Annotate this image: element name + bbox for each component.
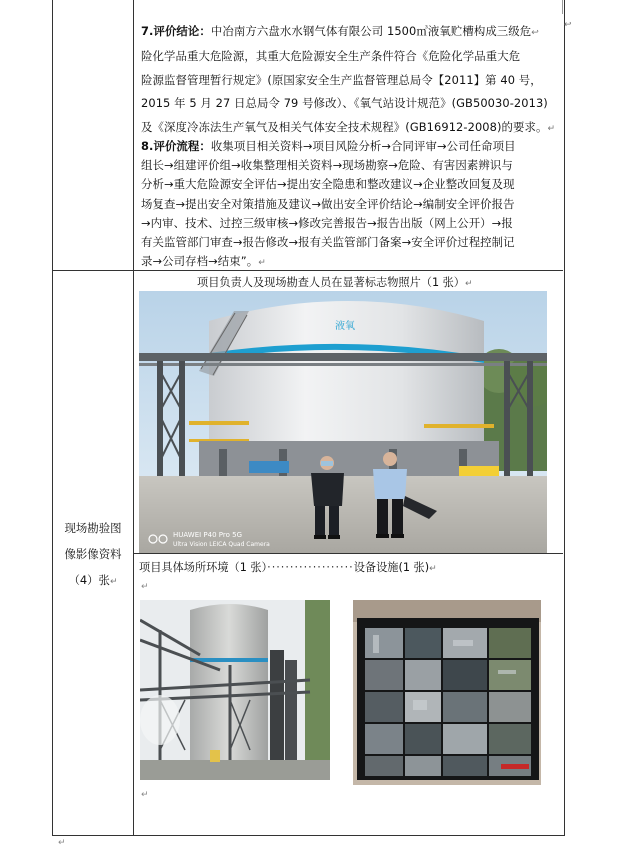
section8-line4: 场复查→提出安全对策措施及建议→做出安全评价结论→编制安全评价报告 (141, 196, 515, 211)
evaluation-process (141, 137, 559, 273)
photo2-left-caption: 项目具体场所环境（1 张） (139, 561, 268, 574)
section8-line1: 收集项目相关资料→项目风险分析→合同评审→公司任命项目 (210, 139, 516, 153)
caption-dots: ··················· (267, 561, 354, 574)
section7-heading: 7.评价结论： (141, 24, 211, 38)
section8-line7: 录→公司存档→结束”。 (141, 254, 259, 269)
cell-end-mark: ↩ (564, 20, 572, 30)
return-mark-4: ↵ (58, 838, 66, 848)
section7-line1: 中冶南方六盘水水钢气体有限公司 1500㎥液氧贮槽构成三级危 (210, 24, 532, 38)
photo2-right-caption: 设备设施(1 张) (353, 561, 430, 574)
camera-watermark-1: HUAWEI P40 Pro 5G (173, 531, 242, 539)
equipment-monitor-photo (353, 600, 541, 785)
section7-line5: 及《深度冷冻法生产氧气及相关气体安全技术规程》(GB16912-2008)的要求。 (141, 119, 548, 134)
left-label-line3: （4）张↵ (68, 573, 118, 587)
para-mark: ↩ (531, 28, 539, 38)
camera-watermark-2: Ultra Vision LEICA Quad Camera (173, 541, 270, 548)
return-mark-2: ↵ (141, 582, 149, 592)
table-column-divider (133, 0, 134, 835)
left-label (54, 515, 132, 595)
photo1-caption: 项目负责人及现场勘查人员在显著标志物照片（1 张）↵ (197, 276, 473, 289)
left-label-line2: 像影像资料 (64, 547, 122, 561)
site-personnel-photo (139, 291, 547, 553)
site-environment-photo (140, 600, 330, 780)
evaluation-conclusion (141, 20, 559, 141)
section8-line5: →内审、技术、过控三级审核→修改完善报告→报告出版（网上公开）→报 (141, 215, 513, 230)
section7-line2: 险化学品重大危险源，其重大危险源安全生产条件符合《危险化学品重大危 (141, 49, 521, 64)
section8-line3: 分析→重大危险源安全评估→提出安全隐患和整改建议→企业整改回复及现 (141, 177, 515, 192)
section7-line3: 险源监督管理暂行规定》(原国家安全生产监督管理总局令【2011】第 40 号， (141, 72, 542, 87)
photo2-caption: 项目具体场所环境（1 张）···················设备设施(1 张)↵ (139, 561, 437, 574)
section8-line6: 有关监管部门审查→报告修改→报有关监管部门备案→安全评价过程控制记 (141, 235, 515, 250)
section7-line4: 2015 年 5 月 27 日总局令 79 号修改）、《氧气站设计规范》(GB50030-2013) (141, 96, 548, 111)
left-label-line1: 现场勘验图 (64, 521, 122, 535)
return-mark: ↵ (547, 123, 556, 134)
return-mark: ↵ (258, 258, 266, 269)
tank-label: 液氧 (335, 321, 355, 332)
section8-line2: 组长→组建评价组→收集整理相关资料→现场勘察→危险、有害因素辨识与 (141, 158, 513, 173)
return-mark-3: ↵ (141, 790, 149, 800)
section8-heading: 8.评价流程： (141, 139, 211, 153)
row-divider-2 (133, 553, 563, 554)
